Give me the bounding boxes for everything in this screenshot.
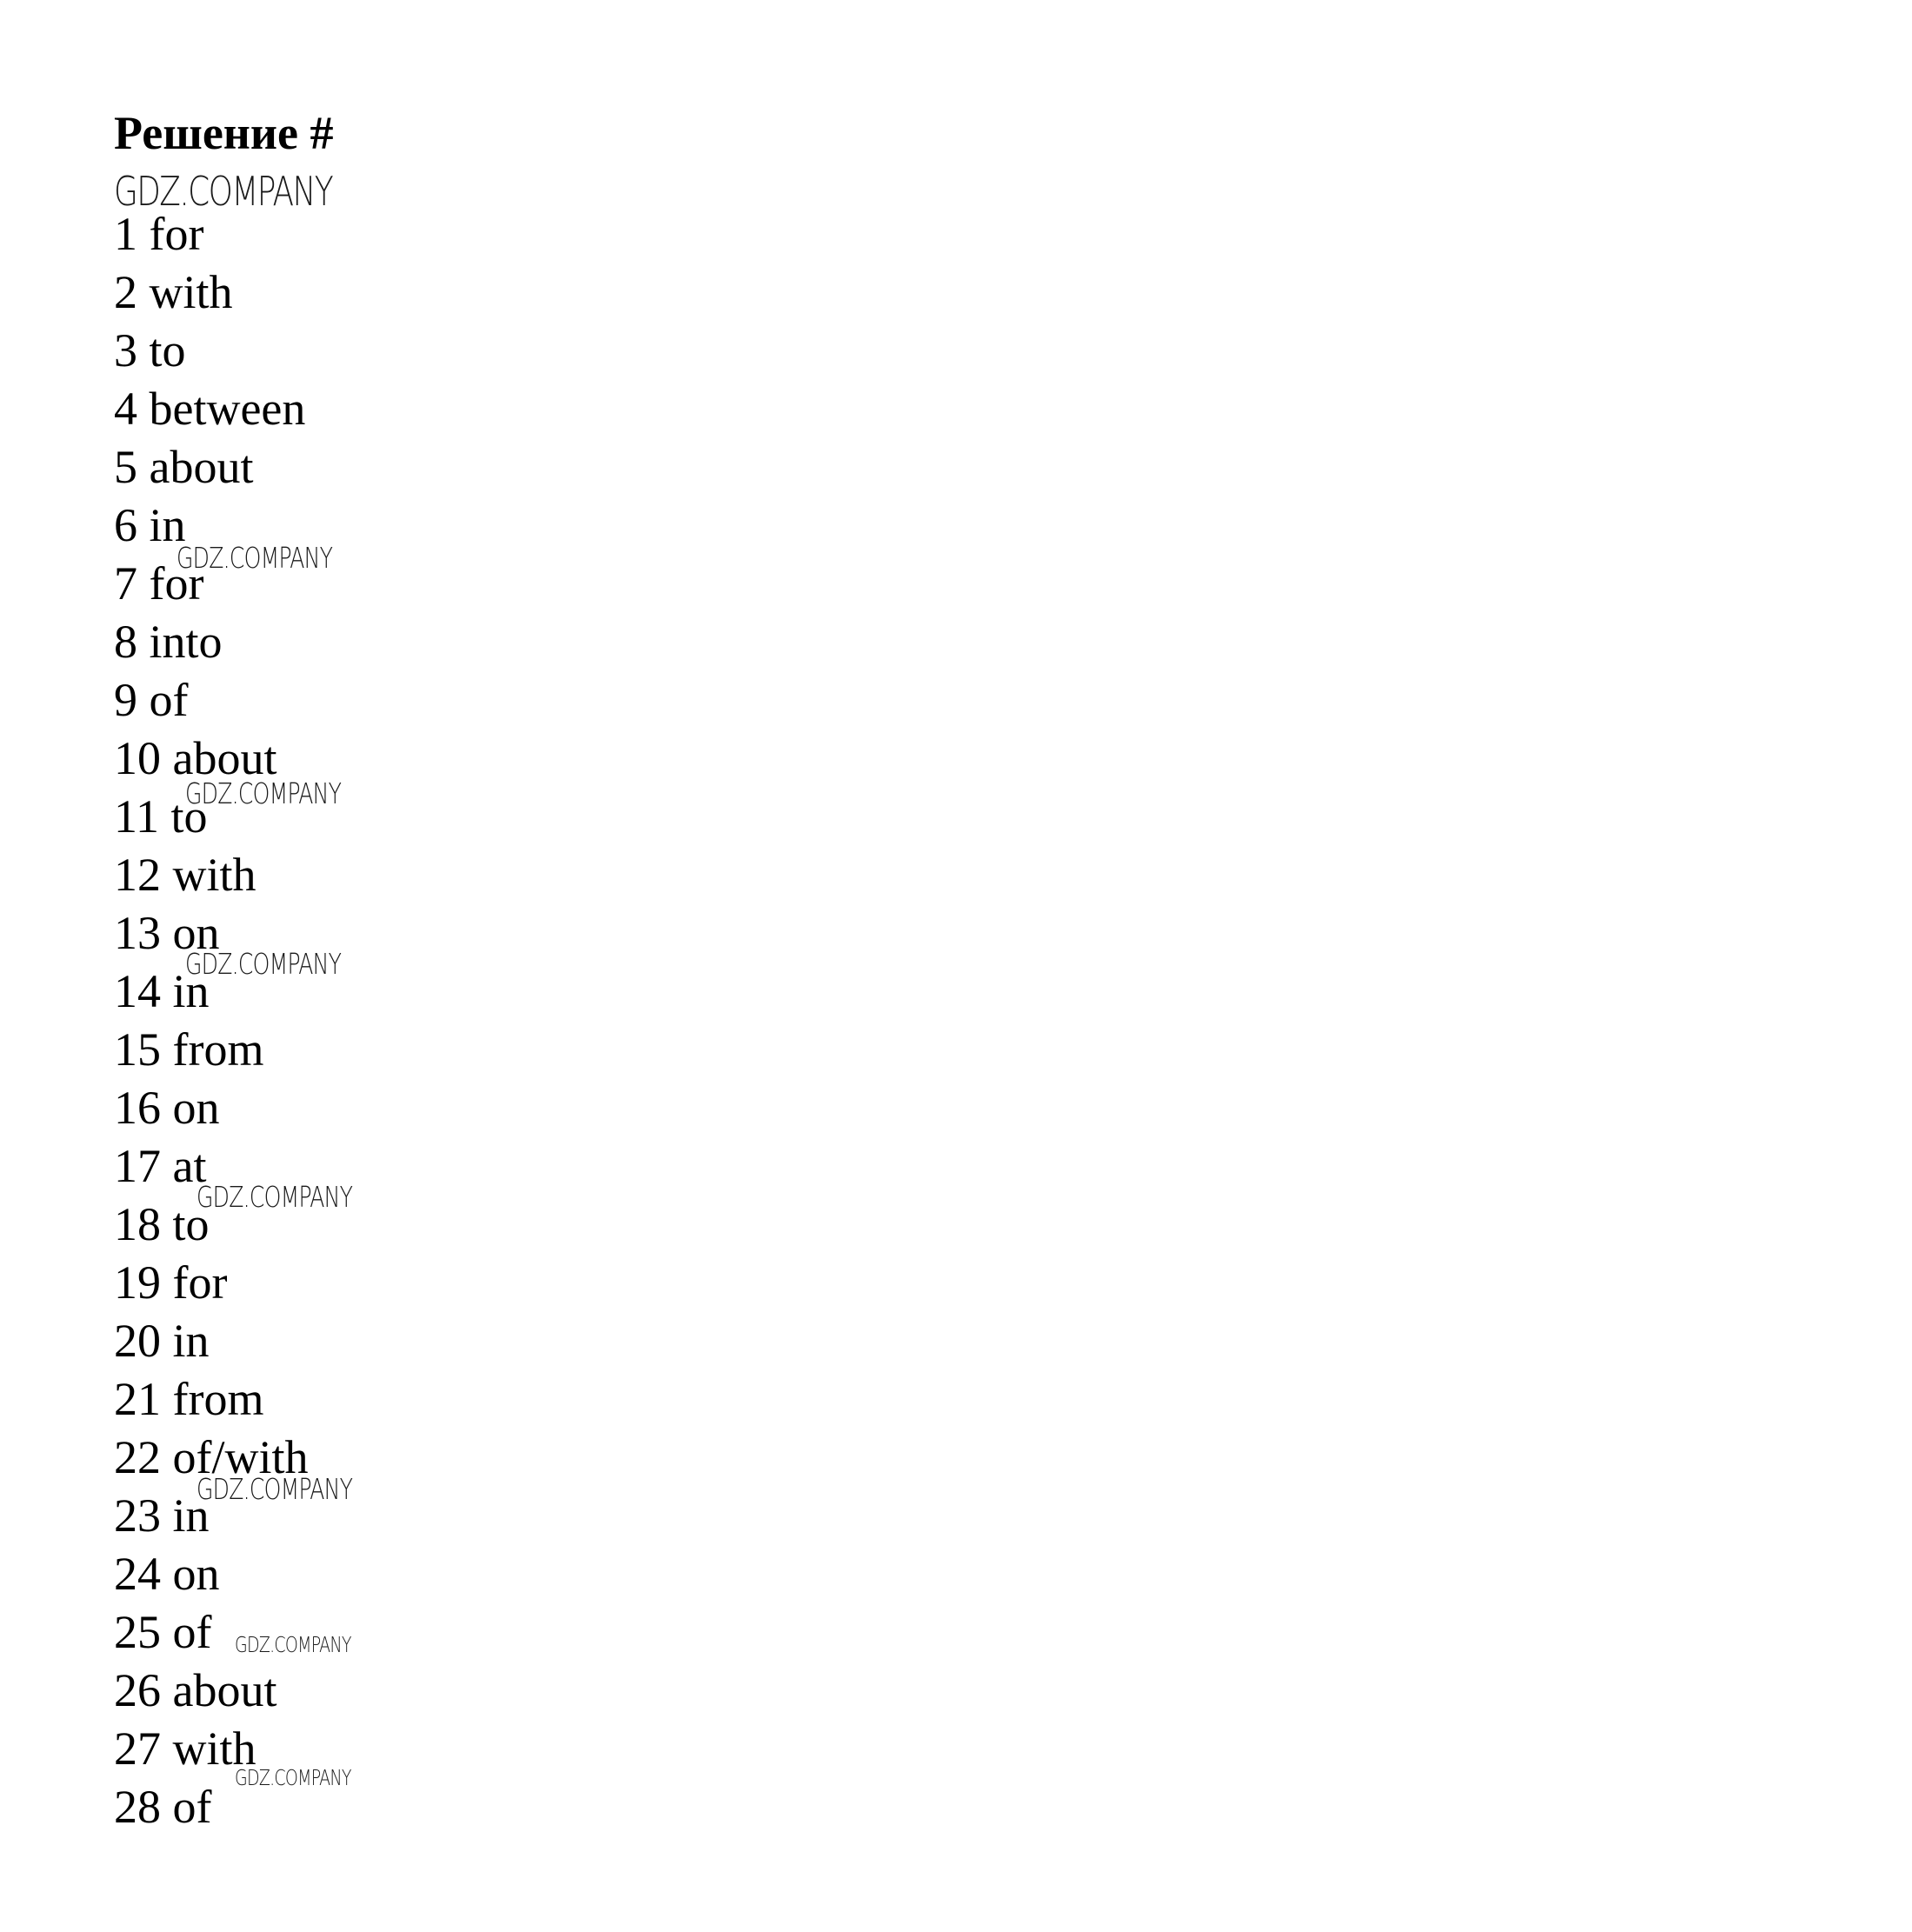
answer-item: 21 from xyxy=(114,1373,264,1425)
answer-item: 22 of/with xyxy=(114,1431,309,1483)
watermark: GDZ.COMPANY xyxy=(185,947,342,981)
answer-item: 12 with xyxy=(114,849,256,901)
answer-item: 7 for xyxy=(114,557,204,610)
answer-item: 16 on xyxy=(114,1082,220,1134)
answer-item: 1 for xyxy=(114,208,204,260)
answer-item: 8 into xyxy=(114,616,223,668)
watermark: GDZ.COMPANY xyxy=(197,1180,353,1214)
answer-item: 25 of xyxy=(114,1606,212,1658)
answer-item: 27 with xyxy=(114,1722,256,1775)
answer-item: 13 on xyxy=(114,907,220,959)
answer-item: 28 of xyxy=(114,1781,212,1833)
watermark: GDZ.COMPANY xyxy=(177,541,333,575)
watermark: GDZ.COMPANY xyxy=(185,776,342,810)
answer-item: 11 to xyxy=(114,790,208,843)
answer-item: 4 between xyxy=(114,383,306,435)
watermark: GDZ.COMPANY xyxy=(114,168,333,215)
answer-item: 9 of xyxy=(114,674,189,726)
answer-list xyxy=(114,205,309,1836)
answer-item: 24 on xyxy=(114,1548,220,1600)
answer-item: 26 about xyxy=(114,1664,277,1716)
answer-item: 6 in xyxy=(114,499,186,551)
watermark: GDZ.COMPANY xyxy=(197,1472,353,1506)
answer-item: 20 in xyxy=(114,1315,210,1367)
answer-item: 15 from xyxy=(114,1023,264,1076)
answer-item: 18 to xyxy=(114,1198,210,1250)
answer-item: 10 about xyxy=(114,732,277,784)
answer-item: 5 about xyxy=(114,441,254,493)
watermark: GDZ.COMPANY xyxy=(235,1765,351,1790)
answer-item: 3 to xyxy=(114,324,186,376)
answer-item: 19 for xyxy=(114,1256,228,1309)
answer-item: 23 in xyxy=(114,1489,210,1542)
watermark: GDZ.COMPANY xyxy=(235,1632,351,1657)
page-title: Решение # xyxy=(114,107,334,159)
answer-item: 2 with xyxy=(114,266,233,318)
answer-item: 17 at xyxy=(114,1140,207,1192)
answer-item: 14 in xyxy=(114,965,210,1017)
